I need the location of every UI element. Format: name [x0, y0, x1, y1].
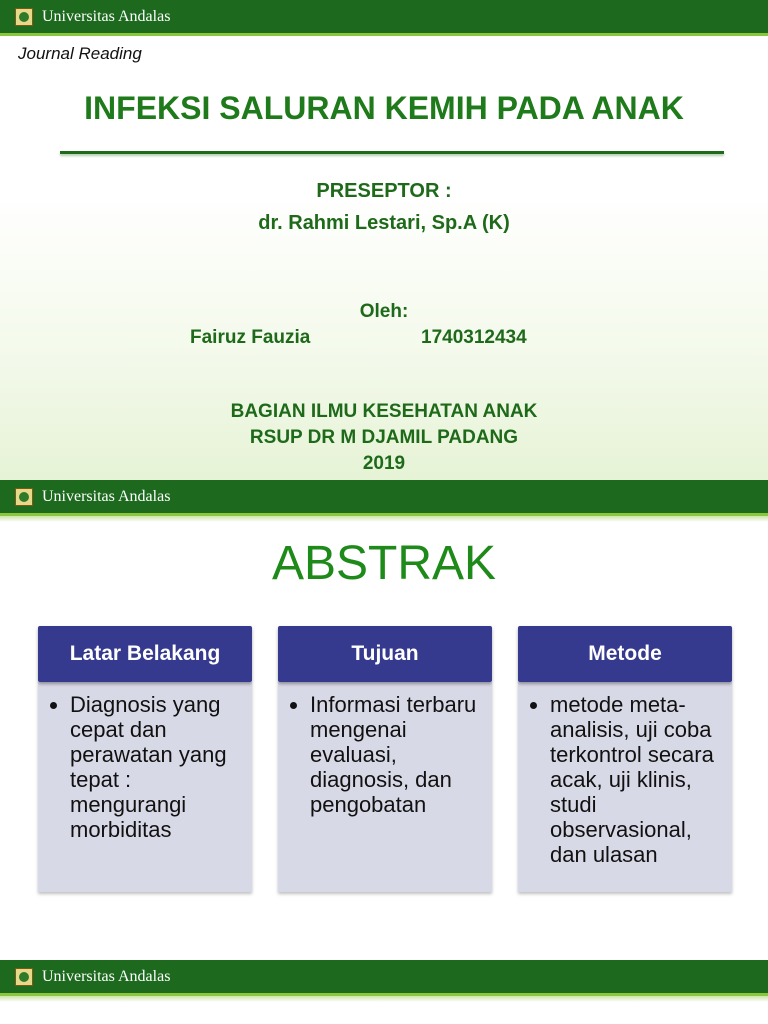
column-bullet: • metode meta-analisis, uji coba terkontrol secara acak, uji klinis, studi observasional, dan ulasan — [550, 692, 720, 867]
university-header-bar — [0, 960, 768, 996]
slide-next — [0, 960, 768, 1024]
column-bullet: • Informasi terbaru mengenai evaluasi, diagnosis, dan pengobatan — [310, 692, 480, 817]
column-bullet: • Diagnosis yang cepat dan perawatan yang tepat : mengurangi morbiditas — [70, 692, 240, 842]
column-body — [278, 682, 492, 892]
year: 2019 — [362, 453, 406, 474]
oleh-label: Oleh: — [359, 301, 409, 322]
department-line: BAGIAN ILMU KESEHATAN ANAK — [230, 401, 538, 422]
author-id: 1740312434 — [421, 327, 527, 348]
university-header-bar — [0, 480, 768, 516]
university-header-bar — [0, 0, 768, 36]
column-heading: Metode — [518, 626, 732, 682]
university-name: Universitas Andalas — [42, 968, 171, 985]
abstrak-title: ABSTRAK — [271, 537, 497, 590]
university-crest-icon — [15, 968, 33, 986]
preseptor-name: dr. Rahmi Lestari, Sp.A (K) — [258, 212, 510, 234]
preseptor-label: PRESEPTOR : — [316, 180, 452, 202]
column-heading: Latar Belakang — [38, 626, 252, 682]
slide-title — [0, 0, 768, 480]
column-body — [38, 682, 252, 892]
column-latar-belakang — [38, 626, 252, 892]
hospital-line: RSUP DR M DJAMIL PADANG — [249, 427, 519, 448]
title-divider — [60, 151, 724, 154]
slide-abstrak — [0, 480, 768, 960]
column-tujuan — [278, 626, 492, 892]
column-metode — [518, 626, 732, 892]
journal-label: Journal Reading — [18, 44, 142, 63]
author-name: Fairuz Fauzia — [190, 327, 311, 348]
university-crest-icon — [15, 8, 33, 26]
column-body — [518, 682, 732, 892]
university-crest-icon — [15, 488, 33, 506]
presentation-title: INFEKSI SALURAN KEMIH PADA ANAK — [84, 90, 684, 126]
university-name: Universitas Andalas — [42, 488, 171, 505]
column-heading: Tujuan — [278, 626, 492, 682]
university-name: Universitas Andalas — [42, 8, 171, 25]
